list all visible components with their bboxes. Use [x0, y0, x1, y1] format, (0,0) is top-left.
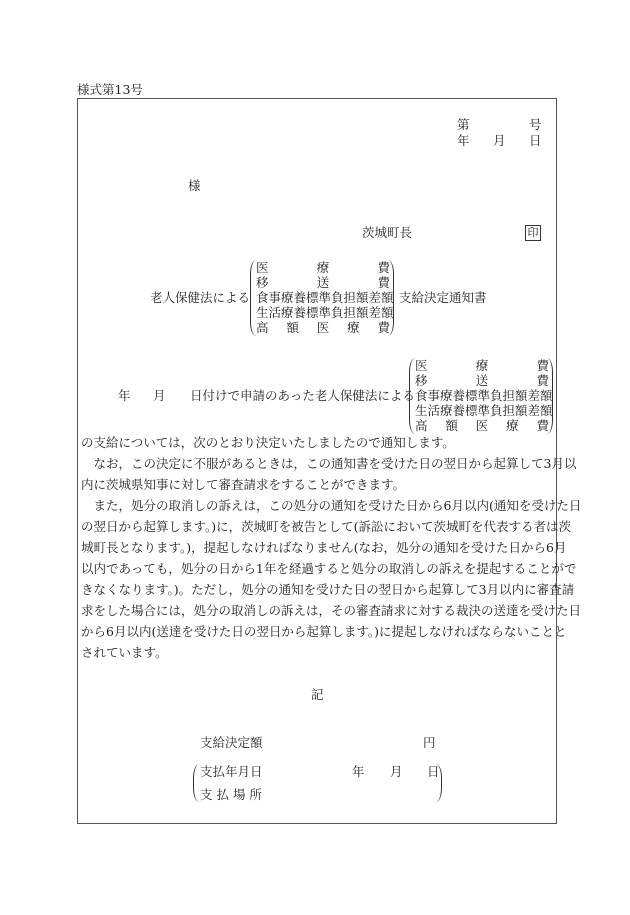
bracket-item-text: 医 — [256, 260, 269, 275]
body-line: また，処分の取消しの訴えは，この処分の通知を受けた日から6月以内(通知を受けた日 — [81, 498, 582, 513]
body-line: の支給については，次のとおり決定いたしましたので通知します。 — [81, 435, 455, 450]
bracket-item-text: 送 — [316, 275, 330, 290]
record-heading: 記 — [311, 687, 324, 702]
bracket-item-text: 費 — [536, 358, 549, 373]
bracket-item-text: 療 — [347, 320, 360, 335]
body-line: 城町長となります。)，提起しなければなりません(なお，処分の通知を受けた日から6月 — [81, 540, 567, 555]
body-line: の翌日から起算します。)に，茨城町を被告として(訴訟において茨城町を代表する者は茨 — [81, 519, 572, 534]
issuer: 茨城町長 — [362, 225, 413, 240]
date-day: 日 — [529, 133, 542, 148]
amount-unit: 円 — [423, 735, 436, 750]
bracket-item — [256, 277, 390, 290]
addressee-suffix: 様 — [188, 178, 201, 193]
bracket-item — [415, 403, 553, 418]
amount-label: 支給決定額 — [200, 735, 263, 750]
bracket-item-text: 費 — [377, 260, 390, 275]
intro-text: 日付けで申請のあった老人保健法による — [190, 388, 415, 403]
date-year: 年 — [457, 133, 470, 148]
number-label-1: 第 — [457, 117, 470, 132]
bracket-item-text: 額 — [286, 320, 299, 335]
bracket-item-text: 医 — [415, 358, 428, 373]
bracket-item-text: 費 — [377, 320, 390, 335]
bracket-item-text: 送 — [475, 373, 489, 388]
bracket-item — [256, 290, 394, 305]
bracket-item — [415, 360, 549, 373]
pay-day: 日 — [427, 764, 440, 779]
date-month: 月 — [493, 133, 506, 148]
bracket-item-text: 高 — [256, 320, 269, 335]
title-prefix: 老人保健法による — [150, 290, 251, 305]
bracket-item-text: 医 — [475, 418, 489, 433]
bracket-item — [415, 375, 549, 388]
bracket-item-text: 医 — [316, 320, 330, 335]
body-line: なお，この決定に不服があるときは，この通知書を受けた日の翌日から起算して3月以 — [81, 456, 577, 471]
bracket-item — [415, 388, 553, 403]
bracket-item-text: 療 — [475, 358, 489, 373]
title-suffix: 支給決定通知書 — [399, 290, 487, 305]
intro-year: 年 — [118, 388, 131, 403]
number-label-2: 号 — [529, 117, 542, 132]
bracket-item-text: 生活療養標準負担額差額 — [415, 403, 553, 418]
body-line: から6月以内(送達を受けた日の翌日から起算します。)に提起しなければならないことと — [81, 624, 567, 639]
bracket-item-text: 移 — [415, 373, 428, 388]
bracket-item-text: 費 — [536, 418, 549, 433]
bracket-item-text: 移 — [256, 275, 269, 290]
pay-month: 月 — [390, 764, 403, 779]
seal-mark: 印 — [525, 225, 541, 241]
pay-year: 年 — [352, 764, 365, 779]
bracket-item-text: 療 — [506, 418, 519, 433]
body-line: されています。 — [81, 645, 168, 660]
bracket-item — [256, 305, 394, 320]
bracket-item-text: 療 — [316, 260, 330, 275]
body-line: 求をした場合には，処分の取消しの訴えは，その審査請求に対する裁決の送達を受けた日 — [81, 603, 582, 618]
body-line: きなくなります。)。ただし，処分の通知を受けた日の翌日から起算して3月以内に審査請 — [81, 582, 575, 597]
body-line: 以内であっても，処分の日から1年を経過すると処分の取消しの訴えを提起することがで — [81, 561, 577, 576]
intro-month: 月 — [153, 388, 166, 403]
bracket-item-text: 食事療養標準負担額差額 — [415, 388, 553, 403]
bracket-item-text: 食事療養標準負担額差額 — [256, 290, 394, 305]
bracket-item — [256, 322, 390, 335]
bracket-item-text: 額 — [445, 418, 458, 433]
bracket-item-text: 生活療養標準負担額差額 — [256, 305, 394, 320]
pay-date-label: 支払年月日 — [200, 764, 263, 779]
bracket-item — [256, 262, 390, 275]
bracket-item-text: 費 — [377, 275, 390, 290]
body-line: 内に茨城県知事に対して審査請求をすることができます。 — [81, 477, 406, 492]
bracket-item-text: 費 — [536, 373, 549, 388]
bracket-item — [415, 420, 549, 433]
pay-place-label: 支 払 場 所 — [200, 787, 262, 802]
form-number: 様式第13号 — [77, 82, 143, 97]
bracket-item-text: 高 — [415, 418, 428, 433]
